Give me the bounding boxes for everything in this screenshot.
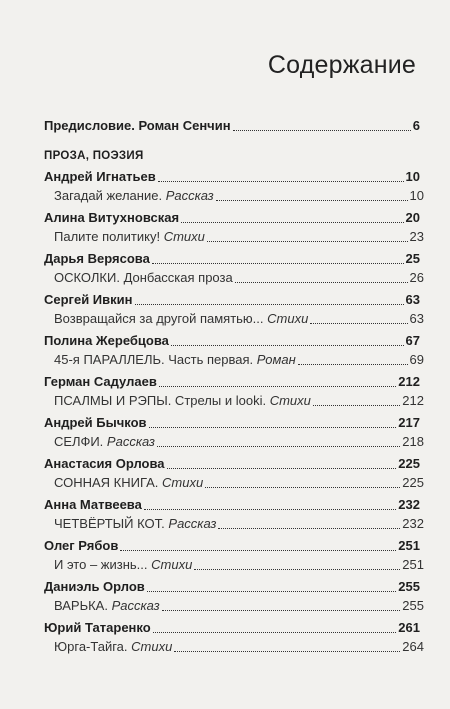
author-name: Андрей Бычков bbox=[44, 415, 147, 430]
dot-leader bbox=[207, 240, 408, 242]
dot-leader bbox=[159, 385, 396, 387]
work-page: 218 bbox=[402, 434, 424, 449]
work-name: ПСАЛМЫ И РЭПЫ. Стрелы и looki. bbox=[54, 393, 267, 408]
dot-leader bbox=[235, 281, 408, 283]
work-page: 251 bbox=[402, 557, 424, 572]
author-page: 232 bbox=[398, 497, 420, 512]
preface-row bbox=[44, 115, 420, 134]
author-page: 212 bbox=[398, 374, 420, 389]
work-title bbox=[54, 598, 160, 614]
dot-leader bbox=[218, 527, 400, 529]
author-page: 10 bbox=[405, 169, 420, 184]
work-page: 212 bbox=[402, 393, 424, 408]
author-row bbox=[44, 494, 420, 513]
dot-leader bbox=[147, 590, 396, 592]
work-row bbox=[54, 554, 424, 573]
work-genre: Рассказ bbox=[111, 598, 160, 613]
author-page: 63 bbox=[405, 292, 420, 307]
work-genre: Стихи bbox=[131, 639, 173, 654]
work-title bbox=[54, 393, 311, 409]
dot-leader bbox=[298, 363, 408, 365]
dot-leader bbox=[153, 631, 397, 633]
work-name: ОСКОЛКИ. Донбасская проза bbox=[54, 270, 233, 285]
work-row bbox=[54, 308, 424, 327]
work-page: 225 bbox=[402, 475, 424, 490]
author-row bbox=[44, 166, 420, 185]
dot-leader bbox=[144, 508, 396, 510]
dot-leader bbox=[149, 426, 397, 428]
toc-entry bbox=[0, 453, 450, 491]
toc-entry bbox=[0, 412, 450, 450]
author-row bbox=[44, 330, 420, 349]
work-name: Возвращайся за другой памятью... bbox=[54, 311, 264, 326]
author-row bbox=[44, 617, 420, 636]
work-row bbox=[54, 267, 424, 286]
author-name: Юрий Татаренко bbox=[44, 620, 151, 635]
work-name: 45-я ПАРАЛЛЕЛЬ. Часть первая. bbox=[54, 352, 254, 367]
work-name: СЕЛФИ. bbox=[54, 434, 104, 449]
work-title bbox=[54, 639, 172, 655]
author-page: 255 bbox=[398, 579, 420, 594]
work-title bbox=[54, 229, 205, 245]
author-name: Анастасия Орлова bbox=[44, 456, 165, 471]
work-page: 26 bbox=[409, 270, 424, 285]
toc-entry bbox=[0, 166, 450, 204]
dot-leader bbox=[310, 322, 407, 324]
work-page: 232 bbox=[402, 516, 424, 531]
work-row bbox=[54, 595, 424, 614]
work-row bbox=[54, 431, 424, 450]
author-page: 225 bbox=[398, 456, 420, 471]
dot-leader bbox=[233, 129, 411, 131]
toc-entry bbox=[0, 494, 450, 532]
work-genre: Рассказ bbox=[106, 434, 155, 449]
dot-leader bbox=[157, 445, 400, 447]
dot-leader bbox=[313, 404, 400, 406]
work-genre: Рассказ bbox=[165, 188, 214, 203]
work-row bbox=[54, 636, 424, 655]
author-row bbox=[44, 412, 420, 431]
toc-entry bbox=[0, 207, 450, 245]
work-name: Юрга-Тайга. bbox=[54, 639, 128, 654]
work-title bbox=[54, 270, 233, 286]
author-row bbox=[44, 207, 420, 226]
work-page: 63 bbox=[409, 311, 424, 326]
toc-entry bbox=[0, 248, 450, 286]
dot-leader bbox=[216, 199, 408, 201]
author-page: 261 bbox=[398, 620, 420, 635]
toc-entry bbox=[0, 330, 450, 368]
author-name: Даниэль Орлов bbox=[44, 579, 145, 594]
author-page: 251 bbox=[398, 538, 420, 553]
work-title bbox=[54, 352, 296, 368]
author-name: Алина Витухновская bbox=[44, 210, 180, 225]
work-genre: Рассказ bbox=[168, 516, 217, 531]
author-name: Дарья Верясова bbox=[44, 251, 150, 266]
work-genre: Стихи bbox=[162, 475, 204, 490]
author-page: 25 bbox=[405, 251, 420, 266]
author-name: Герман Садулаев bbox=[44, 374, 157, 389]
dot-leader bbox=[120, 549, 396, 551]
work-page: 264 bbox=[402, 639, 424, 654]
toc-entry bbox=[0, 371, 450, 409]
dot-leader bbox=[158, 180, 404, 182]
author-page: 67 bbox=[405, 333, 420, 348]
page-title: Содержание bbox=[267, 51, 416, 79]
work-page: 69 bbox=[409, 352, 424, 367]
work-name: И это – жизнь... bbox=[54, 557, 148, 572]
work-row bbox=[54, 390, 424, 409]
author-name: Полина Жеребцова bbox=[44, 333, 169, 348]
work-name: ВАРЬКА. bbox=[54, 598, 108, 613]
work-row bbox=[54, 513, 424, 532]
work-name: Загадай желание. bbox=[54, 188, 163, 203]
toc-entry bbox=[0, 576, 450, 614]
work-genre: Роман bbox=[256, 352, 296, 367]
work-genre: Стихи bbox=[163, 229, 205, 244]
dot-leader bbox=[167, 467, 397, 469]
author-name: Сергей Ивкин bbox=[44, 292, 133, 307]
work-title bbox=[54, 475, 203, 491]
dot-leader bbox=[135, 303, 404, 305]
work-title bbox=[54, 188, 214, 204]
section-heading: ПРОЗА, ПОЭЗИЯ bbox=[44, 150, 144, 162]
dot-leader bbox=[171, 344, 404, 346]
work-row bbox=[54, 226, 424, 245]
dot-leader bbox=[194, 568, 400, 570]
dot-leader bbox=[162, 609, 401, 611]
preface-label: Предисловие. Роман Сенчин bbox=[44, 118, 231, 133]
author-row bbox=[44, 248, 420, 267]
author-name: Андрей Игнатьев bbox=[44, 169, 156, 184]
work-genre: Стихи bbox=[151, 557, 193, 572]
preface-page: 6 bbox=[412, 118, 420, 133]
work-name: Палите политику! bbox=[54, 229, 161, 244]
work-genre: Стихи bbox=[267, 311, 309, 326]
author-row bbox=[44, 453, 420, 472]
work-title bbox=[54, 434, 155, 450]
dot-leader bbox=[181, 221, 403, 223]
dot-leader bbox=[152, 262, 404, 264]
work-title bbox=[54, 311, 308, 327]
author-row bbox=[44, 371, 420, 390]
work-row bbox=[54, 349, 424, 368]
toc-entries bbox=[0, 166, 450, 658]
work-name: СОННАЯ КНИГА. bbox=[54, 475, 159, 490]
work-title bbox=[54, 557, 192, 573]
work-row bbox=[54, 185, 424, 204]
work-page: 10 bbox=[409, 188, 424, 203]
author-row bbox=[44, 289, 420, 308]
work-page: 23 bbox=[409, 229, 424, 244]
author-row bbox=[44, 576, 420, 595]
author-page: 20 bbox=[405, 210, 420, 225]
author-page: 217 bbox=[398, 415, 420, 430]
dot-leader bbox=[205, 486, 400, 488]
author-name: Анна Матвеева bbox=[44, 497, 142, 512]
toc-entry bbox=[0, 617, 450, 655]
dot-leader bbox=[174, 650, 400, 652]
toc-entry bbox=[0, 289, 450, 327]
work-page: 255 bbox=[402, 598, 424, 613]
author-row bbox=[44, 535, 420, 554]
work-genre: Стихи bbox=[269, 393, 311, 408]
toc-entry bbox=[0, 535, 450, 573]
work-name: ЧЕТВЁРТЫЙ КОТ. bbox=[54, 516, 165, 531]
work-title bbox=[54, 516, 216, 532]
author-name: Олег Рябов bbox=[44, 538, 119, 553]
work-row bbox=[54, 472, 424, 491]
